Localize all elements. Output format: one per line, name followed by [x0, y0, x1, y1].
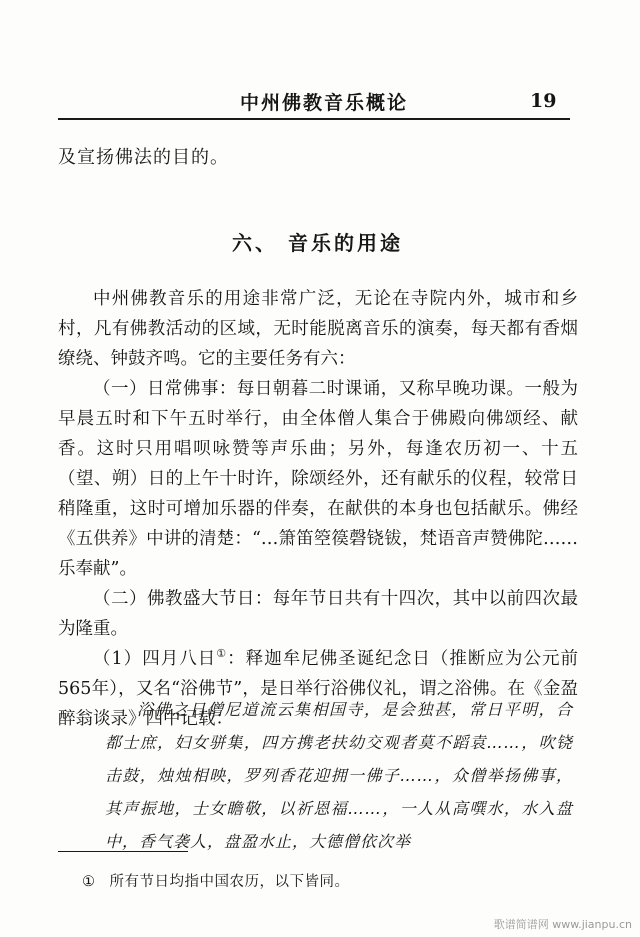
- item1-text-end: ：释迦牟尼佛圣诞纪念日（推断应为公元前565年），又名“浴佛节”，是日举行浴佛仪礼，谓之浴佛。在《金盈醉翁谈录》四中记载：: [58, 649, 578, 729]
- running-head: [0, 88, 640, 118]
- paragraph-intro: 中州佛教音乐的用途非常广泛，无论在寺院内外，城市和乡村，凡有佛教活动的区域，无时能脱离音乐的演奏，每天都有香烟缭绕、钟鼓齐鸣。它的主要任务有六：: [58, 289, 578, 369]
- block-quote: 浴佛之日僧尼道流云集相国寺，是会独甚，常日平明，合都士庶，妇女骈集，四方携老扶幼交观者莫不蹈袁……，吹铙击鼓，烛烛相映，罗列香花迎拥一佛子……，众僧举扬佛事，其声振地，士女瞻敬，以祈恩福……，一人从高噀水，水入盘中，香气袭人，盘盈水止，大德僧依次举: [105, 700, 573, 851]
- body-text: [58, 284, 578, 734]
- footnote-text: 所有节日均指中国农历，以下皆同。: [109, 874, 350, 890]
- running-title: 中州佛教音乐概论: [240, 92, 409, 114]
- footnote-mark: ①: [82, 874, 96, 890]
- footnote-reference[interactable]: ①: [216, 647, 228, 661]
- watermark: 歌谱简谱网 www.jianpu.cn: [493, 918, 632, 931]
- page-number: 19: [530, 90, 557, 112]
- footnote-rule: [58, 851, 188, 852]
- paragraph-festivals: （二）佛教盛大节日：每年节日共有十四次，其中以前四次最为隆重。: [58, 589, 578, 639]
- footnote: [82, 870, 350, 891]
- header-rule: [58, 118, 570, 120]
- carryover-line: 及宣扬佛法的目的。: [58, 147, 229, 168]
- paragraph-daily-rites: （一）日常佛事：每日朝暮二时课诵，又称早晚功课。一般为早晨五时和下午五时举行，由全体僧人集合于佛殿向佛颂经、献香。这时只用唱呗咏赞等声乐曲；另外，每逢农历初一、十五（望、朔）日的上午十时许，除颂经外，还有献乐的仪程，较常日稍隆重，这时可增加乐器的伴奏，在献供的本身也包括献乐。佛经《五供养》中讲的清楚：“…箫笛箜篌磬铙钹，梵语音声赞佛陀……乐奉献”。: [58, 379, 578, 579]
- item1-text-start: （1）四月八日: [93, 649, 217, 669]
- section-heading: 六、 音乐的用途: [232, 231, 403, 255]
